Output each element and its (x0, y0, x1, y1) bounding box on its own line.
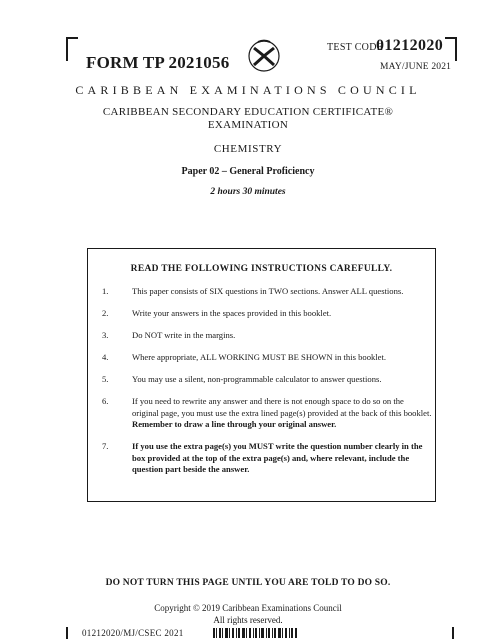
copyright-notice (0, 602, 496, 626)
corner-bracket-top-right (445, 37, 457, 61)
instruction-text-plain: If you need to rewrite any answer and there is not enough space to do so on the original page, you must use the extra lined page(s) provided at the back of this booklet. (132, 396, 432, 418)
copyright-line-2: All rights reserved. (213, 615, 283, 625)
instruction-text: You may use a silent, non-programmable calculator to answer questions. (132, 374, 382, 384)
instruction-number: 5. (102, 374, 109, 384)
council-name: CARIBBEAN EXAMINATIONS COUNCIL (75, 83, 421, 97)
exam-session: MAY/JUNE 2021 (380, 62, 452, 72)
instruction-number: 7. (102, 441, 109, 451)
do-not-turn-notice: DO NOT TURN THIS PAGE UNTIL YOU ARE TOLD TO DO SO. (105, 578, 391, 588)
instruction-text-emphasis: Remember to draw a line through your original answer. (132, 419, 337, 429)
footer-left-rule (66, 627, 68, 639)
instruction-number: 6. (102, 396, 109, 406)
instruction-number: 3. (102, 330, 109, 340)
certificate-title (0, 106, 496, 132)
instruction-text: Where appropriate, ALL WORKING MUST BE SHOWN in this booklet. (132, 352, 387, 362)
instructions-heading: READ THE FOLLOWING INSTRUCTIONS CAREFULLY. (130, 264, 393, 274)
footer-right-rule (452, 627, 454, 639)
instruction-number: 2. (102, 308, 109, 318)
instruction-number: 4. (102, 352, 109, 362)
instruction-text: Do NOT write in the margins. (132, 330, 236, 340)
exam-duration: 2 hours 30 minutes (210, 187, 286, 197)
document-code: 01212020/MJ/CSEC 2021 (82, 628, 184, 638)
test-code-label: TEST CODE (327, 42, 384, 53)
barcode-icon (213, 628, 297, 638)
certificate-line-1: CARIBBEAN SECONDARY EDUCATION CERTIFICATE® (102, 106, 394, 118)
certificate-line-2: EXAMINATION (207, 119, 289, 131)
copyright-line-1: Copyright © 2019 Caribbean Examinations Council (154, 603, 342, 613)
instruction-text: If you use the extra page(s) you MUST write the question number clearly in the box provided at the top of the extra page(s) and, where relevant, include the question part beside the answer. (132, 441, 423, 474)
cxc-logo-icon (244, 38, 284, 74)
instruction-text (132, 396, 432, 431)
corner-bracket-top-left (66, 37, 78, 61)
form-code: FORM TP 2021056 (86, 53, 230, 72)
test-code-value: 01212020 (376, 37, 444, 54)
instruction-number: 1. (102, 286, 109, 296)
instruction-text: Write your answers in the spaces provided in this booklet. (132, 308, 332, 318)
subject-title: CHEMISTRY (213, 143, 283, 155)
instructions-box (87, 248, 436, 502)
instruction-text: This paper consists of SIX questions in TWO sections. Answer ALL questions. (132, 286, 404, 296)
paper-title: Paper 02 – General Proficiency (181, 166, 315, 177)
